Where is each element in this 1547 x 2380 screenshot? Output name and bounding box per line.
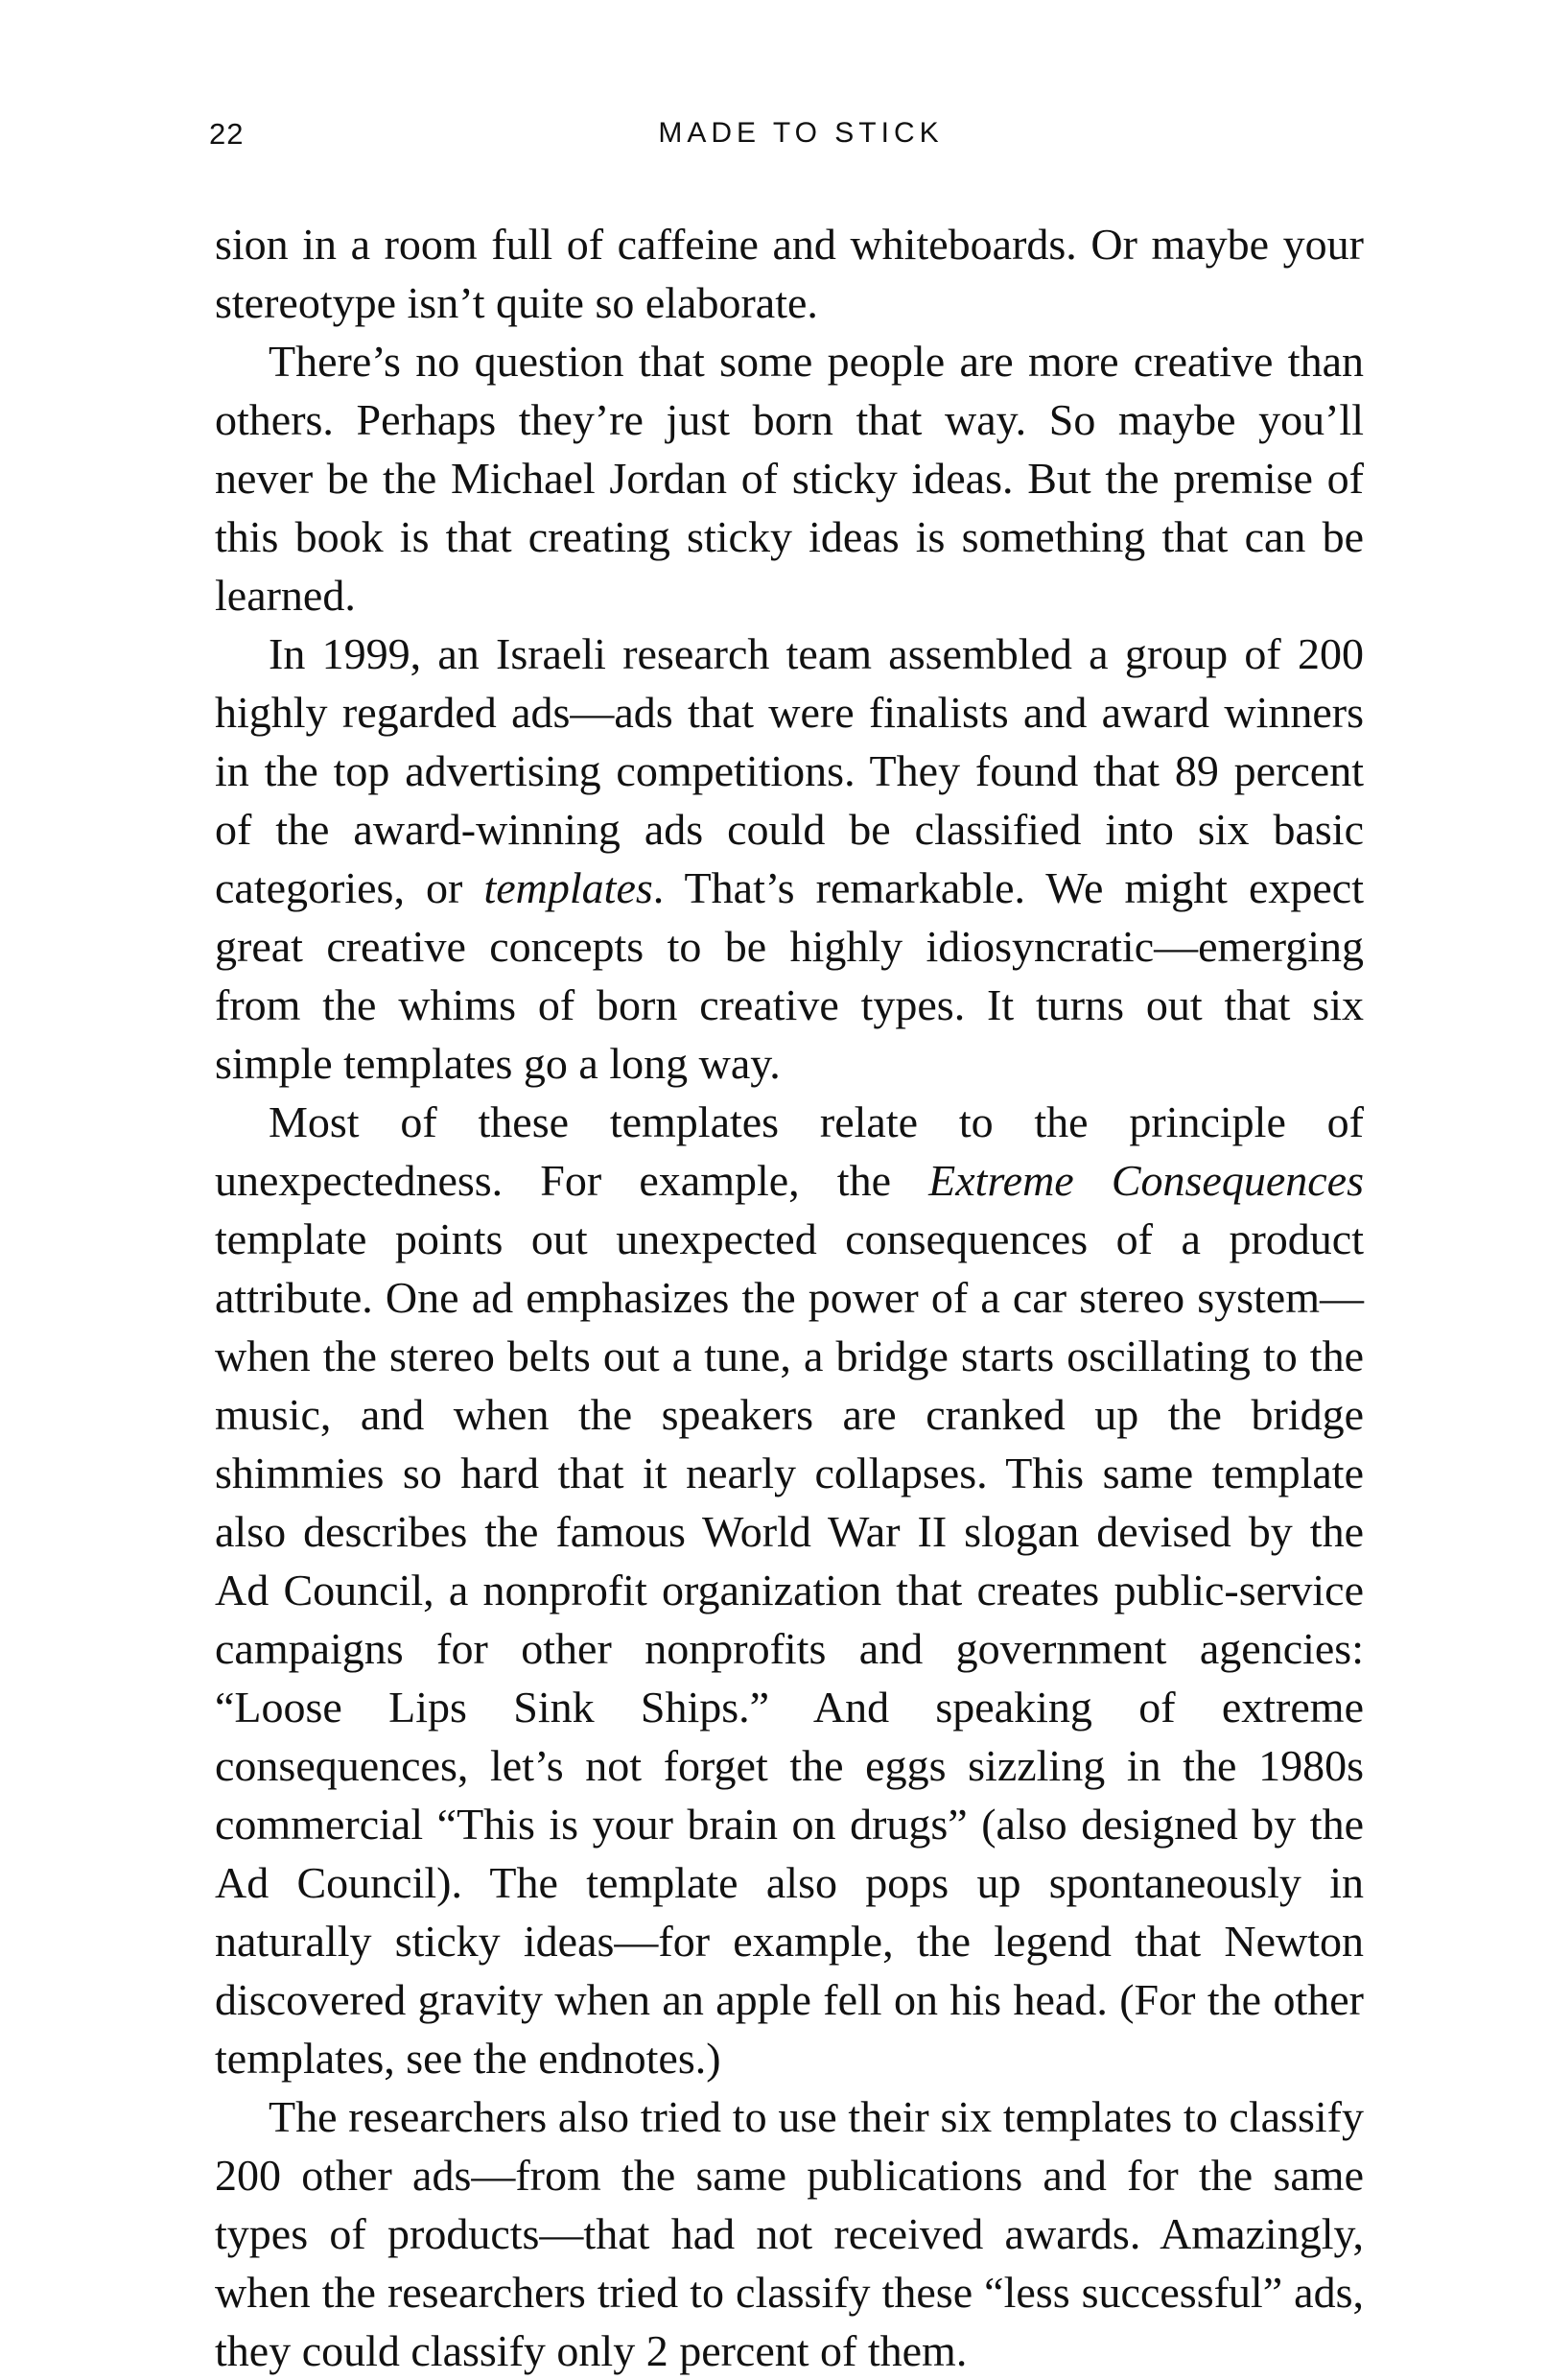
paragraph-2 — [215, 332, 1364, 624]
paragraph-text: . That’s remarkable. We might expect great creative concepts to be highly idiosyncratic—emerging from the whims of born creative types. It turns out that six simple templates go a long way. — [215, 863, 1364, 1088]
italic-term-extreme-consequences: Extreme Consequences — [928, 1156, 1364, 1205]
paragraph-text: In 1999, an Israeli research team assembled a group of 200 highly regarded ads—ads that were finalists and award winners in the top advertising competitions. They found that 89 percent of the award-winning ads could be classified into six basic categories, or — [215, 629, 1364, 912]
paragraph-3 — [215, 624, 1364, 1093]
italic-term-templates: templates — [483, 863, 653, 912]
paragraph-text: Most of these templates relate to the principle of unexpectedness. For example, the — [215, 1097, 1364, 1205]
paragraph-4 — [215, 1093, 1364, 2087]
paragraph-text: template points out unexpected consequences of a product attribute. One ad emphasizes the power of a car stereo system—when the stereo belts out a tune, a bridge starts oscillating to the music, and when the speakers are cranked up the bridge shimmies so hard that it nearly collapses. This same template also describes the famous World War II slogan devised by the Ad Council, a nonprofit organization that creates public-service campaigns for other nonprofits and government agencies: “Loose Lips Sink Ships.” And speaking of extreme consequences, let’s not forget the eggs sizzling in the 1980s commercial “This is your brain on drugs” (also designed by the Ad Council). The template also pops up spontaneously in naturally sticky ideas—for example, the legend that Newton discovered gravity when an apple fell on his head. (For the other templates, see the endnotes.) — [215, 1214, 1364, 2083]
running-head: MADE TO STICK — [658, 117, 944, 149]
paragraph-5 — [215, 2087, 1364, 2380]
page-number: 22 — [209, 117, 245, 151]
paragraph-1 — [215, 215, 1364, 332]
body-text — [215, 215, 1364, 2380]
paragraph-text: sion in a room full of caffeine and whiteboards. Or maybe your stereotype isn’t quite so elaborate. — [215, 220, 1364, 327]
page-header — [209, 117, 1364, 161]
paragraph-text: The researchers also tried to use their six templates to classify 200 other ads—from the same publications and for the same types of products—that had not received awards. Amazingly, when the researchers tried to classify these “less successful” ads, they could classify only 2 percent of them. — [215, 2092, 1364, 2375]
paragraph-text: There’s no question that some people are more creative than others. Perhaps they’re just born that way. So maybe you’ll never be the Michael Jordan of sticky ideas. But the premise of this book is that creating sticky ideas is something that can be learned. — [215, 337, 1364, 620]
